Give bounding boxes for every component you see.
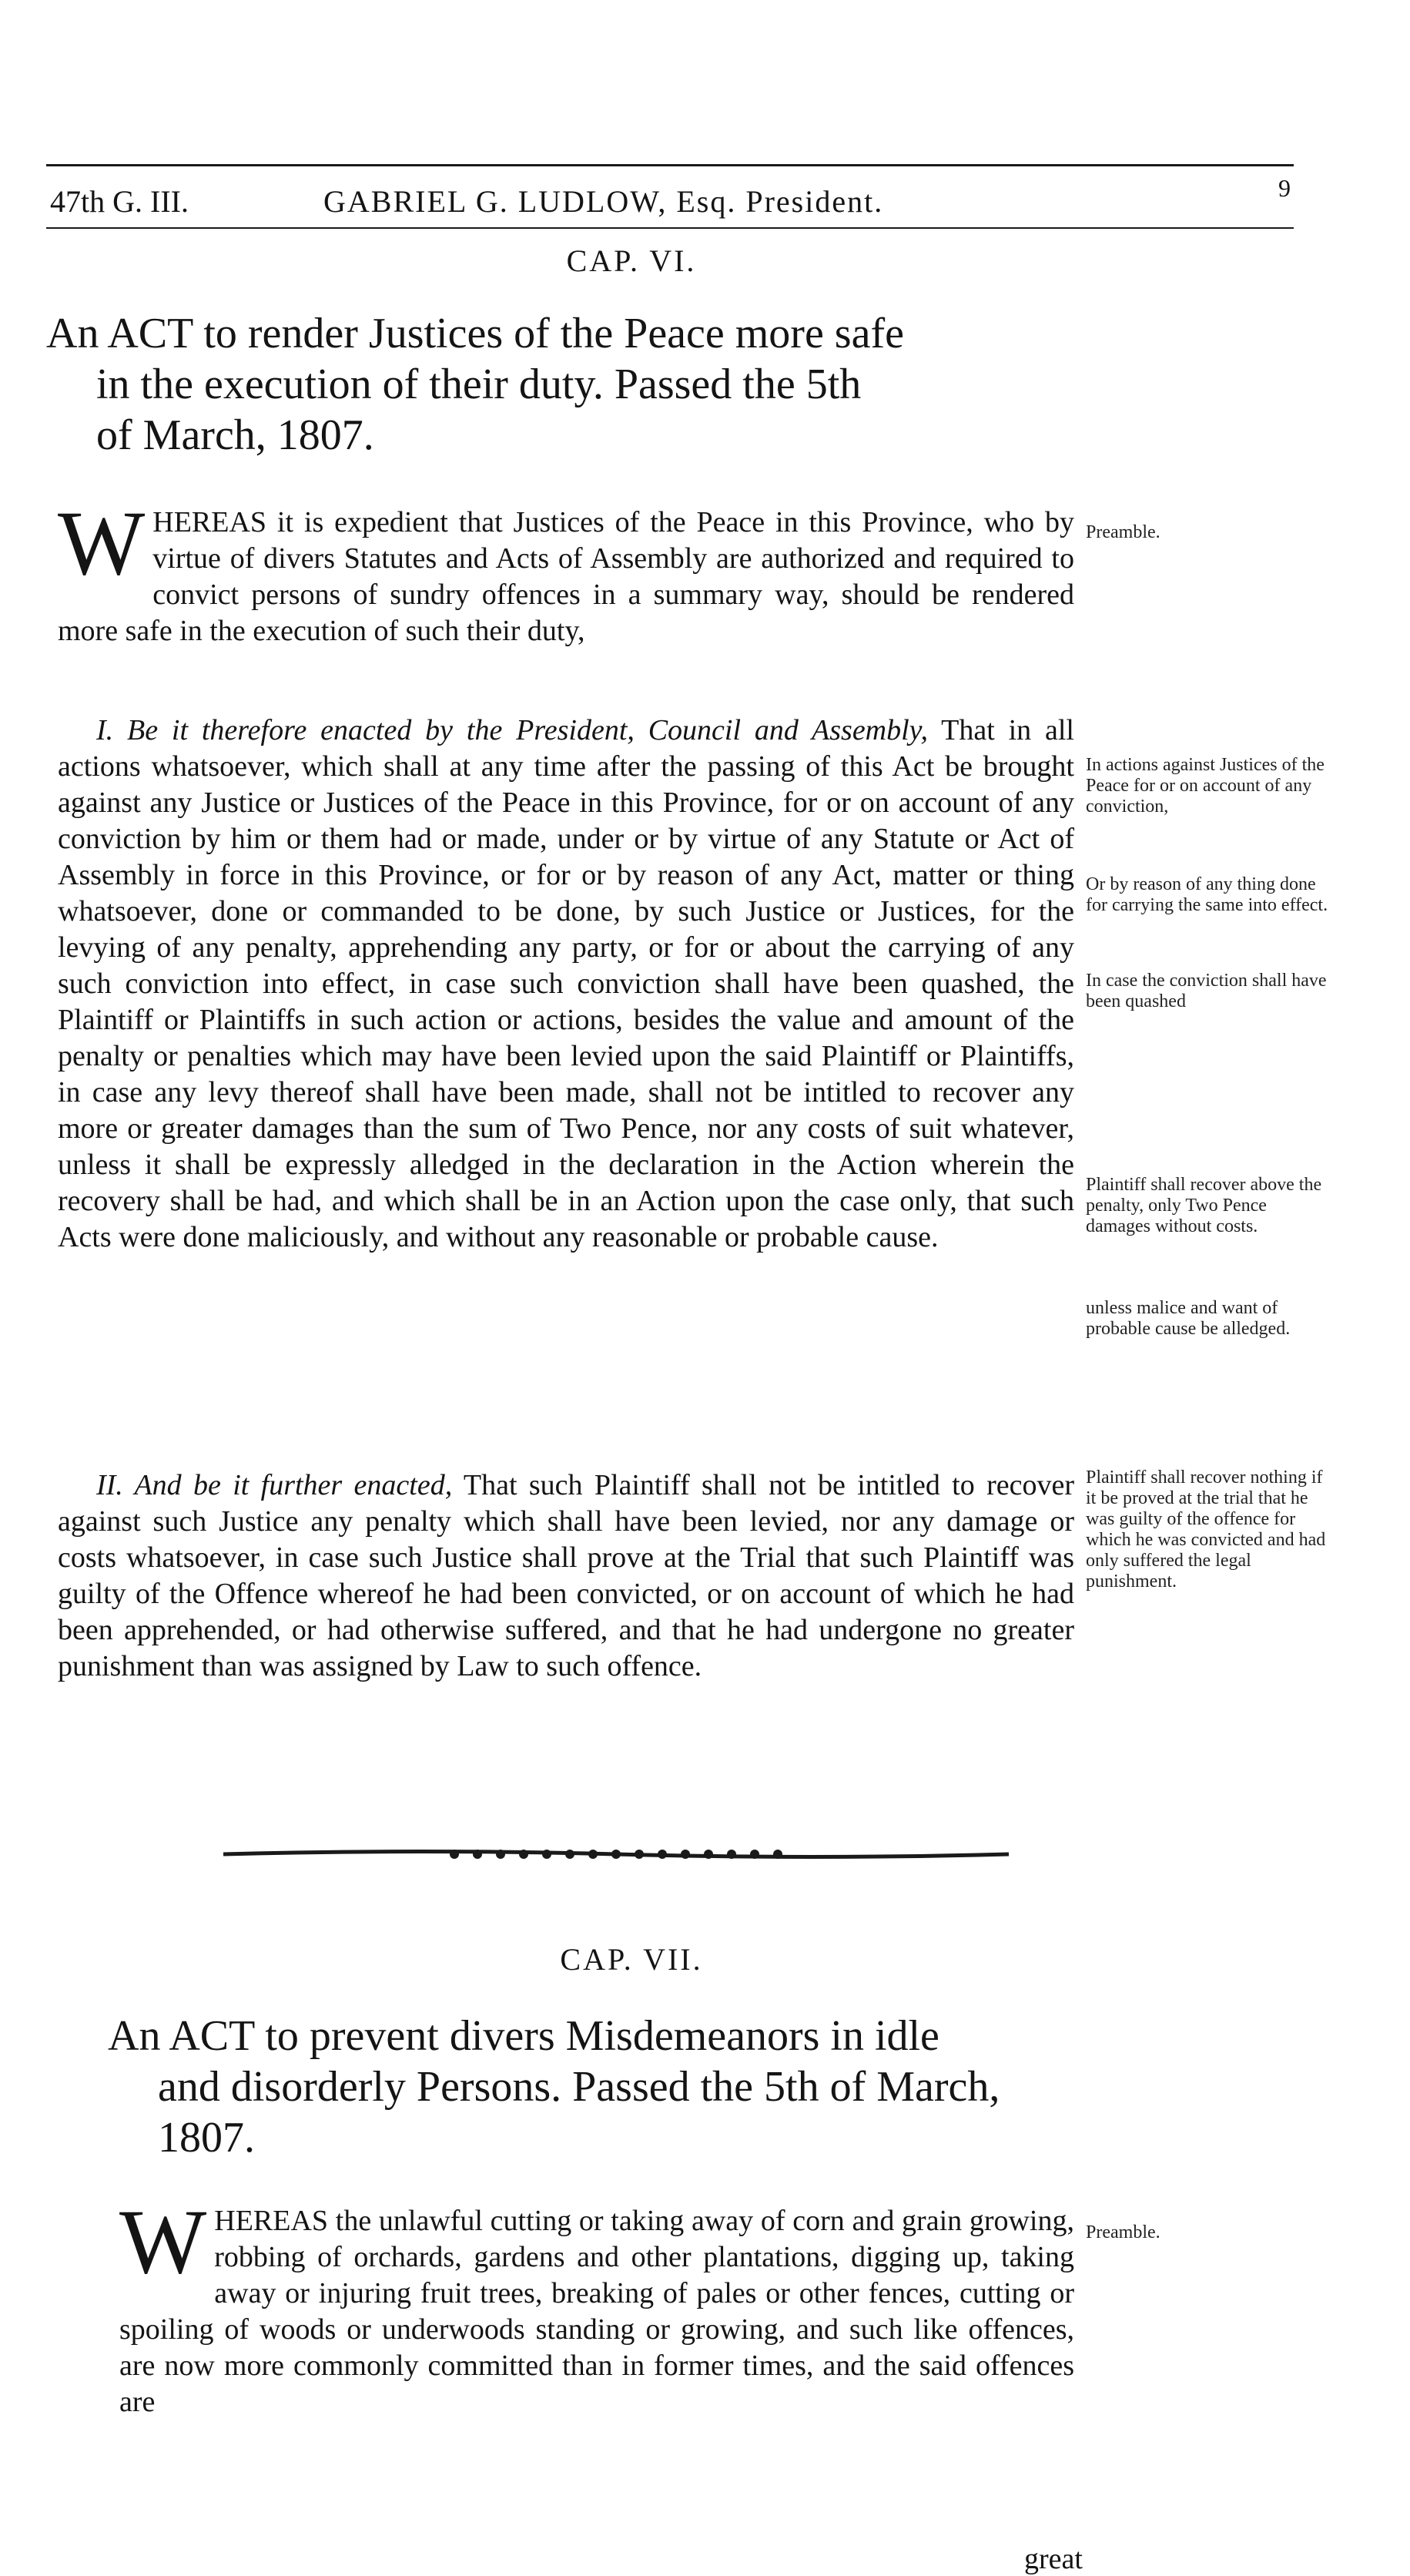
header-regnal-year: 47th G. III. — [50, 184, 189, 219]
page-number: 9 — [1278, 174, 1291, 202]
drop-cap: W — [119, 2190, 207, 2293]
section-1 — [58, 713, 1074, 1256]
act-title-7 — [108, 2011, 1000, 2163]
running-header — [46, 150, 1294, 219]
section-lead: I. Be it therefore enacted by the President, Council and Assembly, — [96, 714, 928, 746]
act-title-line: of March, 1807. — [96, 411, 374, 459]
ornamental-rule — [223, 1841, 1009, 1867]
act-title-line: in the execution of their duty. Passed the 5th — [96, 361, 862, 408]
margin-note: In actions against Justices of the Peace for or on account of any conviction, — [1086, 755, 1325, 817]
preamble-text: HEREAS it is expedient that Justices of the Peace in this Province, who by virtue of divers Statutes and Acts of Assembly are authorized and required to convict persons of sundry offences in a summary way, should be rendered more safe in the execution of such their duty, — [58, 506, 1074, 647]
header-president: GABRIEL G. LUDLOW, Esq. President. — [323, 184, 884, 219]
act-title-line: An ACT to render Justices of the Peace more safe — [46, 310, 904, 357]
catchword: great — [1024, 2543, 1083, 2575]
margin-note: unless malice and want of probable cause be alledged. — [1086, 1298, 1291, 1339]
margin-note: In case the conviction shall have been quashed — [1086, 971, 1327, 1011]
section-text: That such Plaintiff shall not be intitled to recover against such Justice any penalty which shall have been levied, nor any damage or costs whatsoever, in case such Justice shall prove at the Trial that such Plaintiff was guilty of the Offence whereof he had been convicted, or on account of which he had been apprehended, or had otherwise suffered, and that he had undergone no greater punishment than was assigned by Law to such offence. — [58, 1469, 1074, 1682]
section-lead: II. And be it further enacted, — [96, 1469, 453, 1501]
section-2 — [58, 1467, 1074, 1685]
act-title-line: 1807. — [158, 2114, 255, 2162]
preamble-6 — [58, 491, 1074, 649]
margin-note-preamble: Preamble. — [1086, 2222, 1160, 2242]
margin-note: Or by reason of any thing done for carrying the same into effect. — [1086, 874, 1328, 915]
act-title-6 — [46, 308, 904, 461]
margin-note: Plaintiff shall recover nothing if it be proved at the trial that he was guilty of the offence for which he was convicted and had only suffered the legal punishment. — [1086, 1467, 1326, 1592]
act-title-line: An ACT to prevent divers Misdemeanors in idle — [108, 2012, 939, 2060]
chapter-heading-7: CAP. VII. — [560, 1942, 703, 1977]
margin-note: Plaintiff shall recover above the penalty, only Two Pence damages without costs. — [1086, 1175, 1322, 1236]
header-rule-bottom — [46, 227, 1294, 229]
act-title-line: and disorderly Persons. Passed the 5th of March, — [158, 2063, 1000, 2111]
header-rule-top — [46, 164, 1294, 166]
preamble-text: HEREAS the unlawful cutting or taking away of corn and grain growing, robbing of orchards, gardens and other plantations, digging up, taking away or injuring fruit trees, breaking of pales or other fences, cutting or spoiling of woods or underwoods standing or growing, and such like offences, are now more commonly committed than in former times, and the said offences are — [119, 2205, 1074, 2418]
margin-note-preamble: Preamble. — [1086, 522, 1160, 542]
document-page — [46, 116, 1371, 2575]
chapter-heading-6: CAP. VI. — [566, 243, 697, 278]
preamble-7 — [119, 2190, 1074, 2420]
drop-cap: W — [58, 491, 146, 594]
section-text: That in all actions whatsoever, which shall at any time after the passing of this Act be brought against any Justice or Justices of the Peace in this Province, for or on account of any conviction by him or them had or made, under or by virtue of any Statute or Act of Assembly in force in this Province, or for or by reason of any Act, matter or thing whatsoever, done or commanded to be done, by such Justice or Justices, for the levying of any penalty, apprehending any party, or for or about the carrying of any such conviction into effect, in case such conviction shall have been quashed, the Plaintiff or Plaintiffs in such action or actions, besides the value and amount of the penalty or penalties which may have been levied upon the said Plaintiff or Plaintiffs, in case any levy thereof shall have been made, shall not be intitled to recover any more or greater damages than the sum of Two Pence, nor any costs of suit whatever, unless it shall be expressly alledged in the declaration in the Action wherein the recovery shall be had, and which shall be in an Action upon the case only, that such Acts were done maliciously, and without any reasonable or probable cause. — [58, 714, 1074, 1253]
